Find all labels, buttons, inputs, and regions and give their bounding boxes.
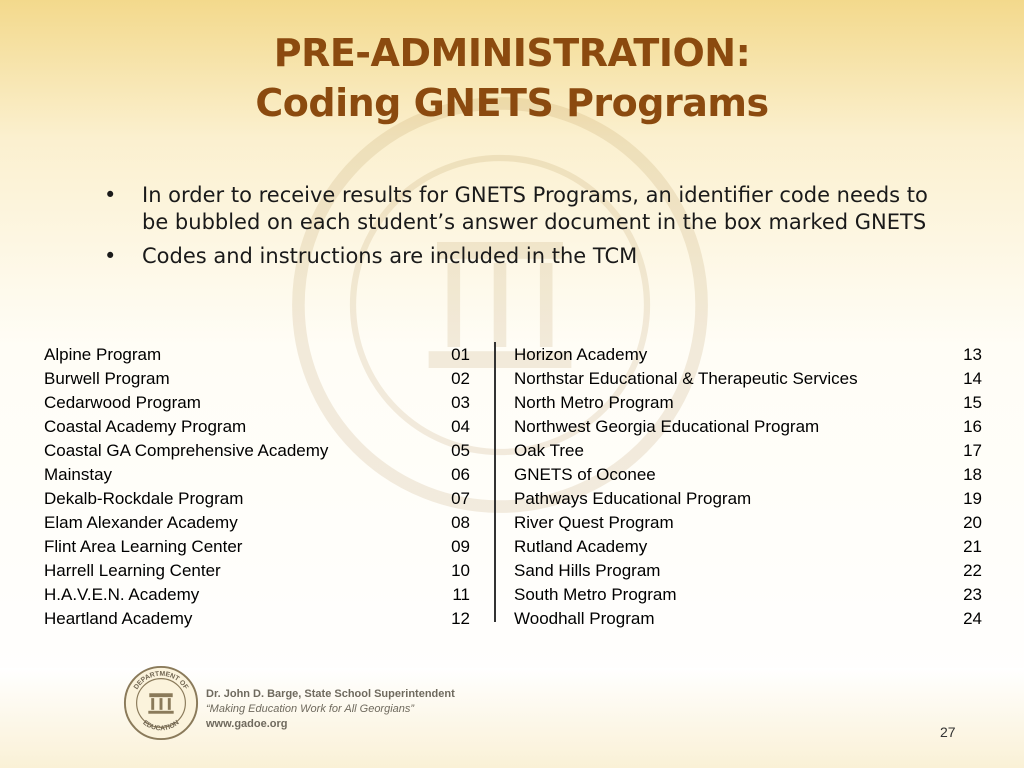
program-code: 12 — [451, 609, 470, 628]
program-code: 06 — [451, 465, 470, 484]
program-code: 16 — [963, 417, 982, 436]
bullet-dot: • — [104, 244, 117, 268]
gadoe-seal-logo — [122, 664, 200, 742]
bullet-list — [104, 182, 944, 277]
program-name: GNETS of Oconee — [514, 465, 656, 484]
program-name: Coastal Academy Program — [44, 417, 247, 436]
program-row — [514, 343, 982, 367]
program-code: 22 — [963, 561, 982, 580]
program-name: Mainstay — [44, 465, 113, 484]
program-name: Harrell Learning Center — [44, 561, 221, 580]
program-name: Alpine Program — [44, 345, 162, 364]
title-line-1: PRE-ADMINISTRATION: — [273, 31, 751, 75]
program-row — [514, 439, 982, 463]
program-name: Horizon Academy — [514, 345, 648, 364]
program-code: 23 — [963, 585, 982, 604]
program-row — [514, 559, 982, 583]
program-name: Rutland Academy — [514, 537, 648, 556]
program-row — [514, 511, 982, 535]
program-row — [44, 511, 470, 535]
motto-line: “Making Education Work for All Georgians” — [206, 703, 415, 715]
program-name: Cedarwood Program — [44, 393, 201, 412]
bullet-item — [104, 182, 944, 236]
title-line-2: Coding GNETS Programs — [255, 81, 769, 125]
program-code: 11 — [452, 585, 470, 604]
program-row — [44, 415, 470, 439]
program-code: 19 — [963, 489, 982, 508]
program-row — [514, 367, 982, 391]
program-code: 17 — [963, 441, 982, 460]
program-code: 10 — [451, 561, 470, 580]
program-code: 01 — [451, 345, 470, 364]
program-row — [514, 607, 982, 631]
program-row — [44, 391, 470, 415]
program-name: H.A.V.E.N. Academy — [44, 585, 200, 604]
program-row — [514, 415, 982, 439]
program-row — [514, 391, 982, 415]
svg-text:DEPARTMENT OF: DEPARTMENT OF — [132, 670, 190, 691]
program-name: Oak Tree — [514, 441, 584, 460]
program-row — [44, 343, 470, 367]
program-row — [514, 487, 982, 511]
slide-title — [0, 28, 1024, 128]
bullet-text: In order to receive results for GNETS Programs, an identifier code needs to be bubbled on each student’s answer document in the box marked GNETS — [142, 183, 928, 234]
program-code: 13 — [963, 345, 982, 364]
footer-text — [206, 687, 455, 732]
program-name: Elam Alexander Academy — [44, 513, 238, 532]
program-list-right — [514, 343, 982, 631]
program-name: Flint Area Learning Center — [44, 537, 243, 556]
program-code: 04 — [451, 417, 470, 436]
program-code: 09 — [451, 537, 470, 556]
program-name: Northwest Georgia Educational Program — [514, 417, 820, 436]
program-row — [514, 583, 982, 607]
program-name: Woodhall Program — [514, 609, 655, 628]
website-link[interactable]: www.gadoe.org — [206, 718, 288, 730]
program-row — [44, 535, 470, 559]
svg-text:EDUCATION: EDUCATION — [141, 719, 181, 733]
program-row — [44, 463, 470, 487]
program-name: Burwell Program — [44, 369, 170, 388]
program-code: 03 — [451, 393, 470, 412]
program-name: Dekalb-Rockdale Program — [44, 489, 244, 508]
program-row — [514, 463, 982, 487]
program-code: 15 — [963, 393, 982, 412]
program-row — [44, 559, 470, 583]
program-name: Sand Hills Program — [514, 561, 661, 580]
program-row — [44, 487, 470, 511]
program-code: 24 — [963, 609, 982, 628]
program-code: 08 — [451, 513, 470, 532]
program-row — [514, 535, 982, 559]
program-name: Heartland Academy — [44, 609, 193, 628]
bullet-item — [104, 243, 944, 270]
program-name: Northstar Educational & Therapeutic Services — [514, 369, 858, 388]
program-code: 14 — [963, 369, 982, 388]
page-number: 27 — [940, 724, 956, 740]
program-name: Pathways Educational Program — [514, 489, 752, 508]
program-list-left — [44, 343, 470, 631]
column-divider — [494, 342, 496, 622]
program-name: Coastal GA Comprehensive Academy — [44, 441, 329, 460]
program-code: 07 — [451, 489, 470, 508]
program-code: 20 — [963, 513, 982, 532]
program-code: 05 — [451, 441, 470, 460]
program-row — [44, 367, 470, 391]
program-code: 21 — [963, 537, 982, 556]
program-name: North Metro Program — [514, 393, 674, 412]
program-code: 18 — [963, 465, 982, 484]
program-name: South Metro Program — [514, 585, 677, 604]
program-row — [44, 607, 470, 631]
program-name: River Quest Program — [514, 513, 674, 532]
program-code: 02 — [451, 369, 470, 388]
program-row — [44, 583, 470, 607]
program-row — [44, 439, 470, 463]
bullet-text: Codes and instructions are included in the TCM — [142, 244, 638, 268]
bullet-dot: • — [104, 183, 117, 207]
superintendent-line: Dr. John D. Barge, State School Superintendent — [206, 688, 455, 700]
